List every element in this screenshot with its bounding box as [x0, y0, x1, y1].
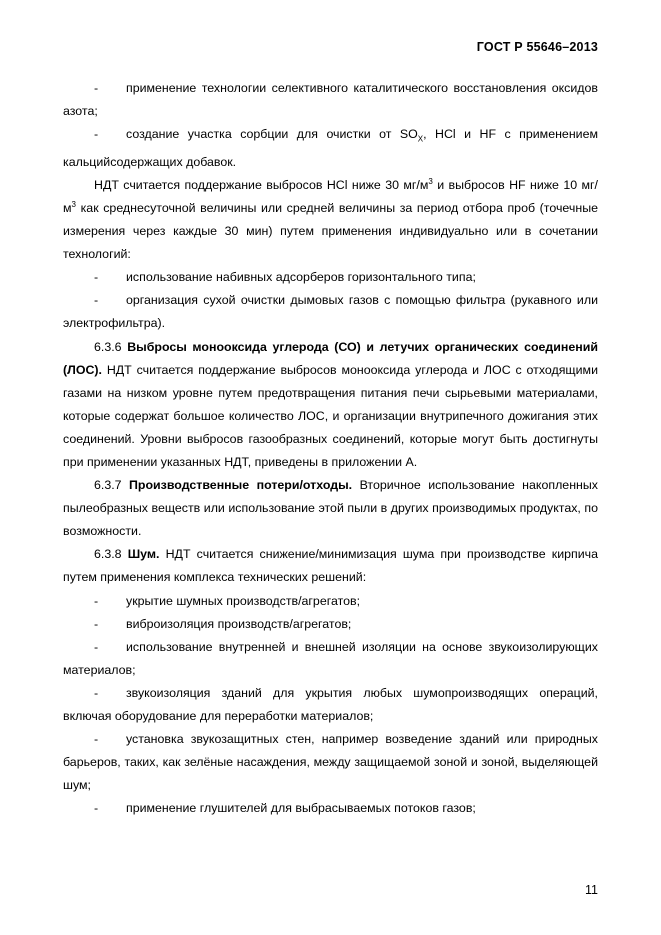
list-dash: - [94, 293, 99, 308]
section-number: 6.3.6 [94, 339, 128, 354]
paragraph [63, 174, 598, 266]
list-dash: - [94, 616, 99, 631]
list-item [63, 613, 598, 636]
document-id-header: ГОСТ Р 55646–2013 [476, 40, 598, 54]
superscript: 3 [71, 199, 76, 209]
list-dash: - [94, 639, 99, 654]
list-item-text: организация сухой очистки дымовых газов с помощью фильтра (рукавного или электрофильтра). [63, 293, 598, 331]
list-item-text: звукоизоляция зданий для укрытия любых шумопроизводящих операций, включая оборудование для переработки материалов; [63, 685, 598, 723]
section-title: Производственные потери/отходы. [129, 478, 353, 493]
list-item [63, 797, 598, 820]
list-item [63, 590, 598, 613]
list-item [63, 77, 598, 123]
list-item-text: применение глушителей для выбрасываемых потоков газов; [126, 801, 476, 816]
section-6-3-8 [63, 543, 598, 589]
list-item-text: применение технологии селективного каталитического восстановления оксидов азота; [63, 81, 598, 119]
section-title: Выбросы монооксида углерода (СО) и летучих органических соединений (ЛОС). [63, 339, 598, 377]
list-dash: - [94, 270, 99, 285]
list-dash: - [94, 685, 99, 700]
list-dash: - [94, 127, 99, 142]
list-item [63, 636, 598, 682]
list-item-text: использование внутренней и внешней изоляции на основе звукоизолирующих материалов; [63, 639, 598, 677]
list-item-text: виброизоляция производств/агрегатов; [126, 616, 352, 631]
section-text: Вторичное использование накопленных пылеобразных веществ или использование этой пыли в других производимых продуктах, по возможности. [63, 478, 598, 539]
section-6-3-7 [63, 474, 598, 543]
section-6-3-6 [63, 336, 598, 475]
list-dash: - [94, 801, 99, 816]
page-number: 11 [585, 883, 598, 897]
section-text: НДТ считается снижение/минимизация шума при производстве кирпича путем применения комплекса технических решений: [63, 547, 598, 585]
section-text: НДТ считается поддержание выбросов монооксида углерода и ЛОС с отходящими газами на низком уровне путем предотвращения питания печи сырьевыми материалами, которые содержат большое количество ЛОС, и организации внутрипечного дожигания этих соединений. Уровни выбросов газообразных соединений, которые могут быть достигнуты при применении указанных НДТ, приведены в приложении А. [63, 362, 598, 469]
subscript: X [417, 134, 424, 144]
section-number: 6.3.7 [94, 478, 130, 493]
list-item [63, 728, 598, 797]
list-item [63, 266, 598, 289]
section-number: 6.3.8 [94, 547, 128, 562]
list-item-text: создание участка сорбции для очистки от SO [126, 127, 418, 142]
list-item-text: использование набивных адсорберов горизонтального типа; [126, 270, 476, 285]
list-item-text: укрытие шумных производств/агрегатов; [126, 593, 361, 608]
document-body [63, 77, 598, 820]
superscript: 3 [428, 176, 433, 186]
list-dash: - [94, 593, 99, 608]
list-item-text: установка звукозащитных стен, например возведение зданий или природных барьеров, таких, как зелёные насаждения, между защищаемой зоной и зоной, выделяющей шум; [63, 732, 598, 793]
section-title: Шум. [127, 547, 160, 562]
list-dash: - [94, 732, 99, 747]
list-item-text: , HCl и HF с применением кальцийсодержащих добавок. [63, 127, 599, 169]
list-item [63, 123, 598, 174]
paragraph-text: НДТ считается поддержание выбросов HCl ниже 30 мг/м [94, 177, 429, 192]
list-item [63, 682, 598, 728]
paragraph-text: как среднесуточной величины или средней величины за период отбора проб (точечные измерения через каждые 30 мин) путем применения индивидуально или в сочетании технологий: [63, 200, 598, 262]
list-item [63, 289, 598, 335]
list-dash: - [94, 81, 99, 95]
paragraph-text: и выбросов HF ниже 10 мг/м [63, 177, 598, 215]
